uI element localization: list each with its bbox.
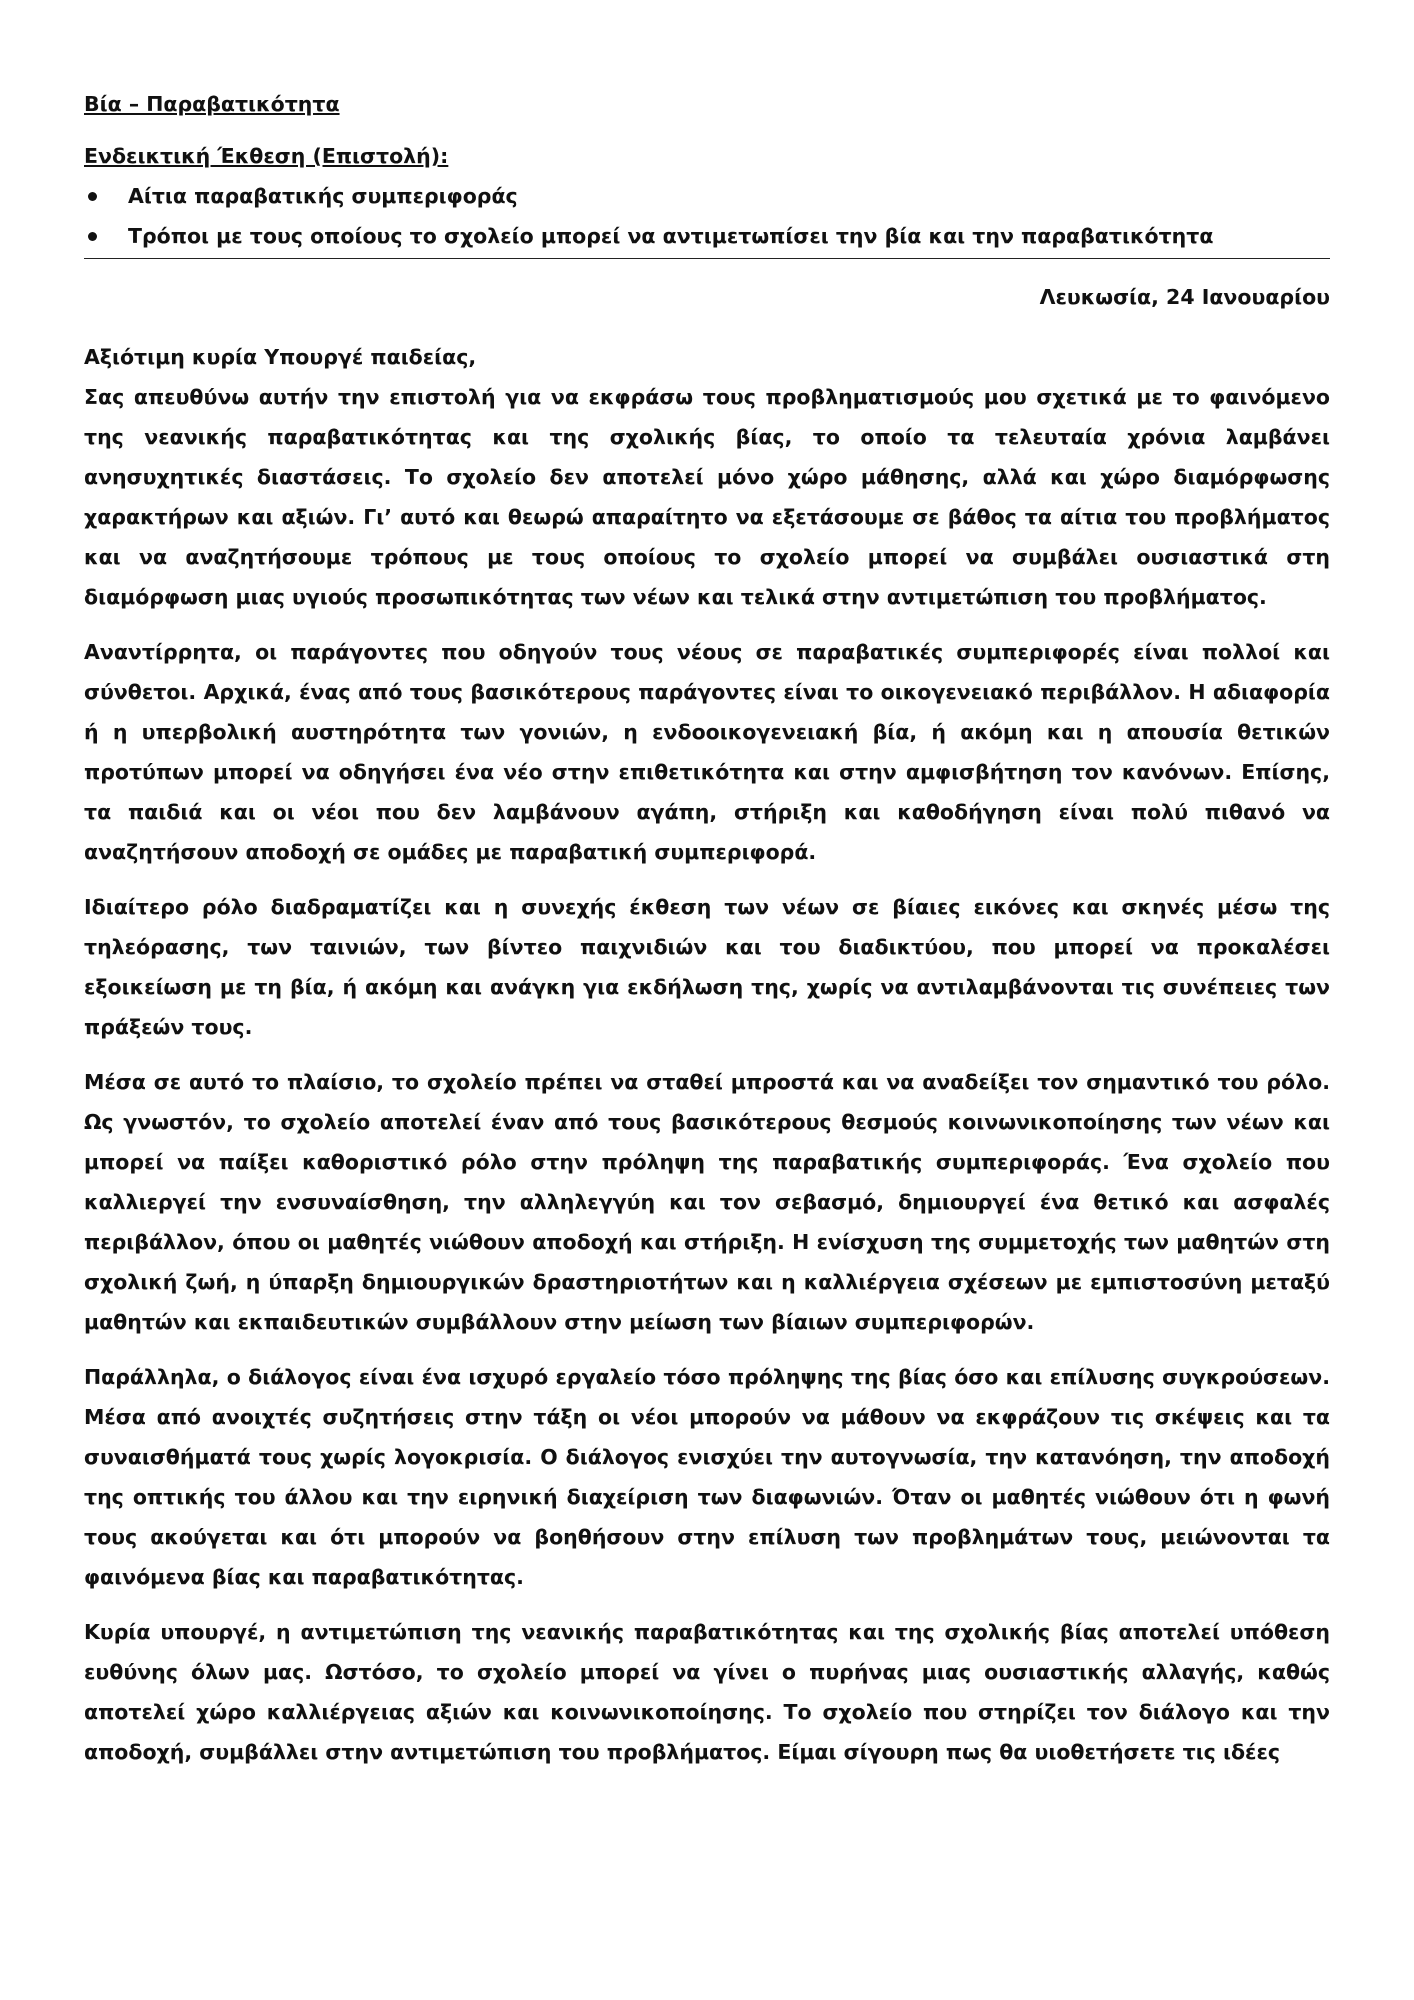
list-item: [84, 176, 1330, 216]
list-item: [84, 216, 1330, 256]
paragraph-6: Κυρία υπουργέ, η αντιμετώπιση της νεανικής παραβατικότητας και της σχολικής βίας αποτελεί υπόθεση ευθύνης όλων μας. Ωστόσο, το σχολείο μπορεί να γίνει ο πυρήνας μιας ουσιαστικής αλλαγής, καθώς αποτελεί χώρο καλλιέργειας αξιών και κοινωνικοποίησης. Το σχολείο που στηρίζει τον διάλογο και την αποδοχή, συμβάλλει στην αντιμετώπιση του προβλήματος. Είμαι σίγουρη πως θα υιοθετήσετε τις ιδέες: [84, 1620, 1330, 1764]
list-item-text: Τρόποι με τους οποίους το σχολείο μπορεί να αντιμετωπίσει την βία και την παραβατικότητα: [128, 224, 1214, 248]
paragraph-2: Αναντίρρητα, οι παράγοντες που οδηγούν τους νέους σε παραβατικές συμπεριφορές είναι πολλοί και σύνθετοι. Αρχικά, ένας από τους βασικότερους παράγοντες είναι το οικογενειακό περιβάλλον. Η αδιαφορία ή η υπερβολική αυστηρότητα των γονιών, η ενδοοικογενειακή βία, ή ακόμη και η απουσία θετικών προτύπων μπορεί να οδηγήσει ένα νέο στην επιθετικότητα και στην αμφισβήτηση τον κανόνων. Επίσης, τα παιδιά και οι νέοι που δεν λαμβάνουν αγάπη, στήριξη και καθοδήγηση είναι πολύ πιθανό να αναζητήσουν αποδοχή σε ομάδες με παραβατική συμπεριφορά.: [84, 640, 1330, 864]
paragraph-5: Παράλληλα, ο διάλογος είναι ένα ισχυρό εργαλείο τόσο πρόληψης της βίας όσο και επίλυσης συγκρούσεων. Μέσα από ανοιχτές συζητήσεις στην τάξη οι νέοι μπορούν να μάθουν να εκφράζουν τις σκέψεις και τα συναισθήματά τους χωρίς λογοκρισία. Ο διάλογος ενισχύει την αυτογνωσία, την κατανόηση, την αποδοχή της οπτικής του άλλου και την ειρηνική διαχείριση των διαφωνιών. Όταν οι μαθητές νιώθουν ότι η φωνή τους ακούγεται και ότι μπορούν να βοηθήσουν στην επίλυση των προβλημάτων τους, μειώνονται τα φαινόμενα βίας και παραβατικότητας.: [84, 1365, 1330, 1589]
paragraph-4: Μέσα σε αυτό το πλαίσιο, το σχολείο πρέπει να σταθεί μπροστά και να αναδείξει τον σημαντικό του ρόλο. Ως γνωστόν, το σχολείο αποτελεί έναν από τους βασικότερους θεσμούς κοινωνικοποίησης των νέων και μπορεί να παίξει καθοριστικό ρόλο στην πρόληψη της παραβατικής συμπεριφοράς. Ένα σχολείο που καλλιεργεί την ενσυναίσθηση, την αλληλεγγύη και τον σεβασμό, δημιουργεί ένα θετικό και ασφαλές περιβάλλον, όπου οι μαθητές νιώθουν αποδοχή και στήριξη. Η ενίσχυση της συμμετοχής των μαθητών στη σχολική ζωή, η ύπαρξη δημιουργικών δραστηριοτήτων και η καλλιέργεια σχέσεων με εμπιστοσύνη μεταξύ μαθητών και εκπαιδευτικών συμβάλλουν στην μείωση των βίαιων συμπεριφορών.: [84, 1070, 1330, 1334]
paragraph-1: Σας απευθύνω αυτήν την επιστολή για να εκφράσω τους προβληματισμούς μου σχετικά με το φαινόμενο της νεανικής παραβατικότητας και της σχολικής βίας, το οποίο τα τελευταία χρόνια λαμβάνει ανησυχητικές διαστάσεις. Το σχολείο δεν αποτελεί μόνο χώρο μάθησης, αλλά και χώρο διαμόρφωσης χαρακτήρων και αξιών. Γι’ αυτό και θεωρώ απαραίτητο να εξετάσουμε σε βάθος τα αίτια του προβλήματος και να αναζητήσουμε τρόπους με τους οποίους το σχολείο μπορεί να συμβάλει ουσιαστικά στη διαμόρφωση μιας υγιούς προσωπικότητας των νέων και τελικά στην αντιμετώπιση του προβλήματος.: [84, 385, 1330, 609]
list-item-text: Αίτια παραβατικής συμπεριφοράς: [128, 184, 518, 208]
document-title: Βία – Παραβατικότητα: [84, 92, 340, 116]
paragraph-3: Ιδιαίτερο ρόλο διαδραματίζει και η συνεχής έκθεση των νέων σε βίαιες εικόνες και σκηνές μέσω της τηλεόρασης, των ταινιών, των βίντεο παιχνιδιών και του διαδικτύου, που μπορεί να προκαλέσει εξοικείωση με τη βία, ή ακόμη και ανάγκη για εκδήλωση της, χωρίς να αντιλαμβάνονται τις συνέπειες των πράξεών τους.: [84, 895, 1330, 1039]
bullet-icon: [88, 192, 97, 201]
dateline: Λευκωσία, 24 Ιανουαρίου: [1039, 285, 1330, 309]
document-page: [84, 84, 1330, 1772]
bullet-icon: [88, 232, 97, 241]
horizontal-divider: [84, 258, 1330, 259]
topic-list: [84, 176, 1330, 256]
document-subtitle: Ενδεικτική Έκθεση (Επιστολή):: [84, 144, 449, 168]
salutation: Αξιότιμη κυρία Υπουργέ παιδείας,: [84, 345, 477, 369]
